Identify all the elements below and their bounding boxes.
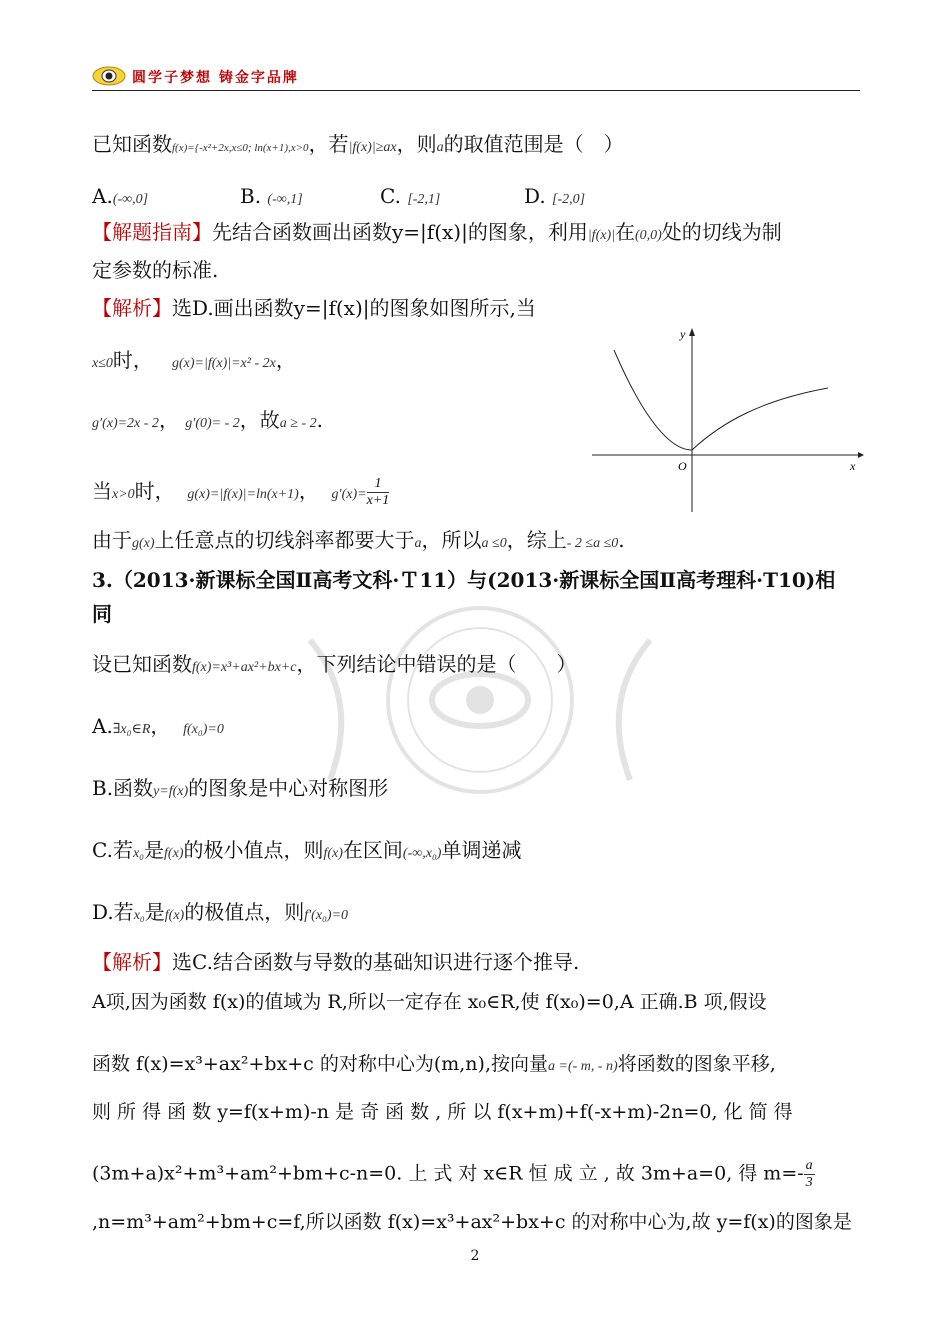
q2-guide: 【解题指南】先结合函数画出函数y=|f(x)|的图象，利用|f(x)|在(0,0)处的切线为制 bbox=[92, 220, 782, 244]
fraction-m: $\frac{a}{3}$ bbox=[805, 1158, 813, 1190]
curve-left bbox=[614, 350, 692, 450]
q2-solution-line1: x≤0时， g(x)=|f(x)|=x² - 2x， bbox=[92, 348, 296, 372]
function-graph bbox=[592, 322, 864, 518]
q2-option-a: A.(-∞,0] bbox=[92, 184, 149, 208]
page-header bbox=[92, 64, 860, 91]
curve-right bbox=[692, 388, 828, 450]
q3-option-a: A.∃x₀∈R， f(x₀)=0 bbox=[92, 714, 224, 738]
y-axis-arrow bbox=[689, 328, 695, 336]
fraction-derivative: $\frac{1}{x+1}$ bbox=[366, 476, 390, 508]
q3-solution-line2: 函数 f(x)=x³+ax²+bx+c 的对称中心为(m,n),按向量a =(- m, - n)将函数的图象平移, bbox=[92, 1053, 776, 1075]
q2-solution-line4: 由于g(x)上任意点的切线斜率都要大于a，所以a ≤0，综上- 2 ≤a ≤0. bbox=[92, 528, 625, 552]
q2-solution-line2: g′(x)=2x - 2， g′(0)= - 2，故a ≥ - 2. bbox=[92, 408, 324, 432]
q2-option-b: B. (-∞,1] bbox=[240, 184, 303, 208]
q3-option-d: D.若x₀是f(x)的极值点，则f′(x₀)=0 bbox=[92, 900, 349, 924]
q2-option-d: D. [-2,0] bbox=[524, 184, 586, 208]
q2-solution-line3: 当x>0时， g(x)=|f(x)|=ln(x+1)， g′(x)= $\frac{1}{x+1}$ bbox=[92, 476, 390, 508]
q3-title-cont: 同 bbox=[92, 602, 112, 626]
q3-title: 3.（2013·新课标全国Ⅱ高考文科·Ｔ11）与(2013·新课标全国Ⅱ高考理科·T10)相 bbox=[92, 568, 836, 592]
q2-stem: 已知函数f(x)={-x²+2x,x≤0; ln(x+1),x>0，若|f(x)|≥ax，则a的取值范围是（ ） bbox=[92, 132, 624, 156]
logo-icon bbox=[92, 66, 126, 86]
q2-guide-cont: 定参数的标准. bbox=[92, 258, 219, 282]
page-number: 2 bbox=[470, 1248, 480, 1264]
q3-solution-intro: 【解析】选C.结合函数与导数的基础知识进行逐个推导. bbox=[92, 950, 580, 974]
header-slogan: 圆学子梦想 铸金字品牌 bbox=[132, 70, 299, 86]
q3-solution-line3: 则 所 得 函 数 y=f(x+m)-n 是 奇 函 数 , 所 以 f(x+m)+f(-x+m)-2n=0, 化 简 得 bbox=[92, 1101, 793, 1123]
q2-solution-intro: 【解析】选D.画出函数y=|f(x)|的图象如图所示,当 bbox=[92, 296, 536, 320]
x-axis-label: x bbox=[850, 459, 856, 473]
x-axis-arrow bbox=[858, 452, 864, 458]
q3-option-b: B.函数y=f(x)的图象是中心对称图形 bbox=[92, 776, 389, 800]
origin-label: O bbox=[678, 459, 687, 473]
q3-solution-line1: A项,因为函数 f(x)的值域为 R,所以一定存在 x₀∈R,使 f(x₀)=0,A 正确.B 项,假设 bbox=[92, 991, 767, 1013]
y-axis-label: y bbox=[680, 327, 686, 341]
q3-solution-line4: (3m+a)x²+m³+am²+bm+c-n=0. 上 式 对 x∈R 恒 成 立 , 故 3m+a=0, 得 m=- $\frac{a}{3}$ bbox=[92, 1158, 813, 1190]
q2-option-c: C. [-2,1] bbox=[380, 184, 441, 208]
q3-solution-line5: ,n=m³+am²+bm+c=f,所以函数 f(x)=x³+ax²+bx+c 的对称中心为,故 y=f(x)的图象是 bbox=[92, 1211, 852, 1233]
q3-stem: 设已知函数f(x)=x³+ax²+bx+c，下列结论中错误的是（ ） bbox=[92, 652, 577, 676]
watermark-seal bbox=[270, 600, 690, 800]
q3-option-c: C.若x₀是f(x)的极小值点，则f(x)在区间(-∞,x₀)单调递减 bbox=[92, 838, 522, 862]
